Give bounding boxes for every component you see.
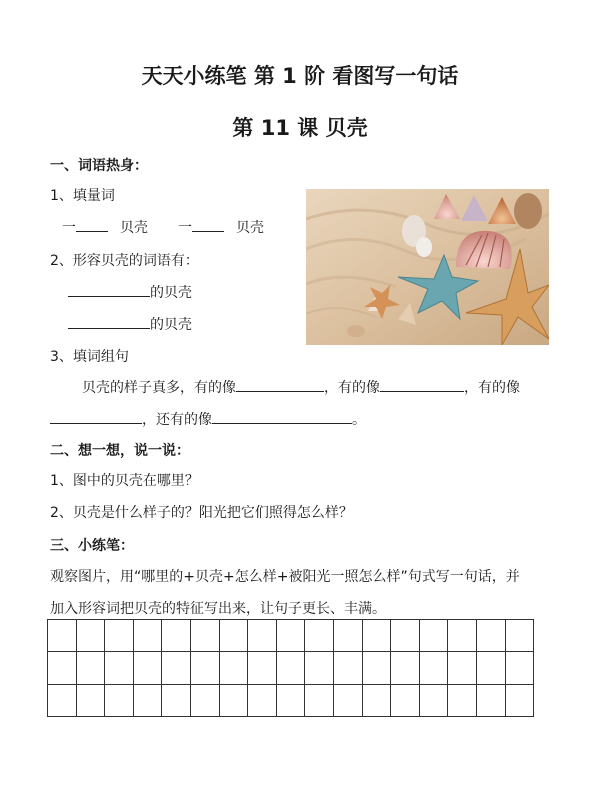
grid-cell[interactable] [48, 652, 77, 684]
grid-row [48, 620, 534, 652]
q3-sentence-line1 [82, 377, 520, 397]
section3-instruction-line2: 加入形容词把贝壳的特征写出来，让句子更长、丰满。 [50, 601, 386, 617]
grid-cell[interactable] [505, 652, 534, 684]
sentence-text: 贝壳的样子真多，有的像 [82, 380, 236, 396]
grid-cell[interactable] [133, 652, 162, 684]
sentence-text: ，有的像 [324, 380, 380, 396]
blank-line[interactable] [236, 379, 324, 392]
grid-row [48, 652, 534, 684]
grid-cell[interactable] [48, 684, 77, 716]
seashell-starfish-icon [306, 189, 549, 345]
grid-cell[interactable] [190, 620, 219, 652]
adjective-item-2 [68, 314, 192, 334]
grid-cell[interactable] [133, 684, 162, 716]
section3-instruction-line1: 观察图片，用“哪里的+贝壳+怎么样+被阳光一照怎么样”句式写一句话，并 [50, 569, 520, 585]
grid-cell[interactable] [76, 684, 105, 716]
measure-word-item-2 [178, 217, 264, 237]
grid-cell[interactable] [391, 652, 420, 684]
grid-cell[interactable] [190, 652, 219, 684]
grid-cell[interactable] [76, 620, 105, 652]
adjective-item-1 [68, 282, 192, 302]
suffix-text: 的贝壳 [150, 285, 192, 301]
sentence-text: ，有的像 [464, 380, 520, 396]
grid-cell[interactable] [190, 684, 219, 716]
sentence-text: ，还有的像 [142, 412, 212, 428]
section2-question-2: 2、贝壳是什么样子的？阳光把它们照得怎么样？ [50, 505, 353, 521]
grid-cell[interactable] [248, 620, 277, 652]
section1-heading: 一、词语热身： [50, 158, 148, 174]
q3-label: 3、填词组句 [50, 349, 129, 365]
section2-question-1: 1、图中的贝壳在哪里？ [50, 473, 199, 489]
blank-line[interactable] [68, 284, 150, 297]
grid-cell[interactable] [105, 684, 134, 716]
blank-line[interactable] [68, 316, 150, 329]
grid-cell[interactable] [448, 652, 477, 684]
grid-cell[interactable] [333, 652, 362, 684]
blank-line[interactable] [76, 219, 108, 232]
grid-cell[interactable] [133, 620, 162, 652]
q2-label: 2、形容贝壳的词语有： [50, 253, 199, 269]
grid-cell[interactable] [419, 652, 448, 684]
grid-cell[interactable] [362, 684, 391, 716]
worksheet-title: 天天小练笔 第 1 阶 看图写一句话 [141, 64, 459, 88]
grid-cell[interactable] [219, 684, 248, 716]
grid-cell[interactable] [476, 620, 505, 652]
section3-heading: 三、小练笔： [50, 538, 134, 554]
grid-cell[interactable] [162, 684, 191, 716]
blank-line[interactable] [192, 219, 224, 232]
grid-cell[interactable] [162, 620, 191, 652]
grid-cell[interactable] [391, 620, 420, 652]
grid-cell[interactable] [276, 652, 305, 684]
suffix-text: 贝壳 [120, 220, 148, 236]
grid-cell[interactable] [391, 684, 420, 716]
grid-cell[interactable] [505, 620, 534, 652]
lesson-title: 第 11 课 贝壳 [232, 116, 368, 140]
grid-cell[interactable] [76, 652, 105, 684]
grid-cell[interactable] [419, 620, 448, 652]
grid-cell[interactable] [476, 684, 505, 716]
grid-cell[interactable] [105, 652, 134, 684]
grid-cell[interactable] [162, 652, 191, 684]
seashell-starfish-photo [306, 189, 549, 345]
grid-cell[interactable] [105, 620, 134, 652]
grid-cell[interactable] [276, 684, 305, 716]
grid-cell[interactable] [419, 684, 448, 716]
grid-cell[interactable] [248, 652, 277, 684]
prefix-text: 一 [62, 220, 76, 236]
section2-heading: 二、想一想，说一说： [50, 443, 190, 459]
blank-line[interactable] [380, 379, 464, 392]
suffix-text: 的贝壳 [150, 317, 192, 333]
grid-cell[interactable] [248, 684, 277, 716]
grid-cell[interactable] [48, 620, 77, 652]
q1-label: 1、填量词 [50, 188, 115, 204]
grid-cell[interactable] [305, 684, 334, 716]
prefix-text: 一 [178, 220, 192, 236]
measure-word-item-1 [62, 217, 148, 237]
grid-cell[interactable] [448, 684, 477, 716]
grid-cell[interactable] [219, 652, 248, 684]
grid-cell[interactable] [305, 620, 334, 652]
q3-sentence-line2 [50, 409, 366, 429]
grid-cell[interactable] [448, 620, 477, 652]
blank-line[interactable] [50, 411, 142, 424]
writing-grid[interactable] [47, 619, 534, 717]
grid-cell[interactable] [362, 620, 391, 652]
grid-cell[interactable] [333, 620, 362, 652]
grid-cell[interactable] [219, 620, 248, 652]
grid-cell[interactable] [362, 652, 391, 684]
grid-cell[interactable] [333, 684, 362, 716]
grid-cell[interactable] [476, 652, 505, 684]
grid-cell[interactable] [305, 652, 334, 684]
suffix-text: 贝壳 [236, 220, 264, 236]
grid-cell[interactable] [505, 684, 534, 716]
sentence-text: 。 [352, 412, 366, 428]
grid-cell[interactable] [276, 620, 305, 652]
grid-row [48, 684, 534, 716]
blank-line[interactable] [212, 411, 352, 424]
